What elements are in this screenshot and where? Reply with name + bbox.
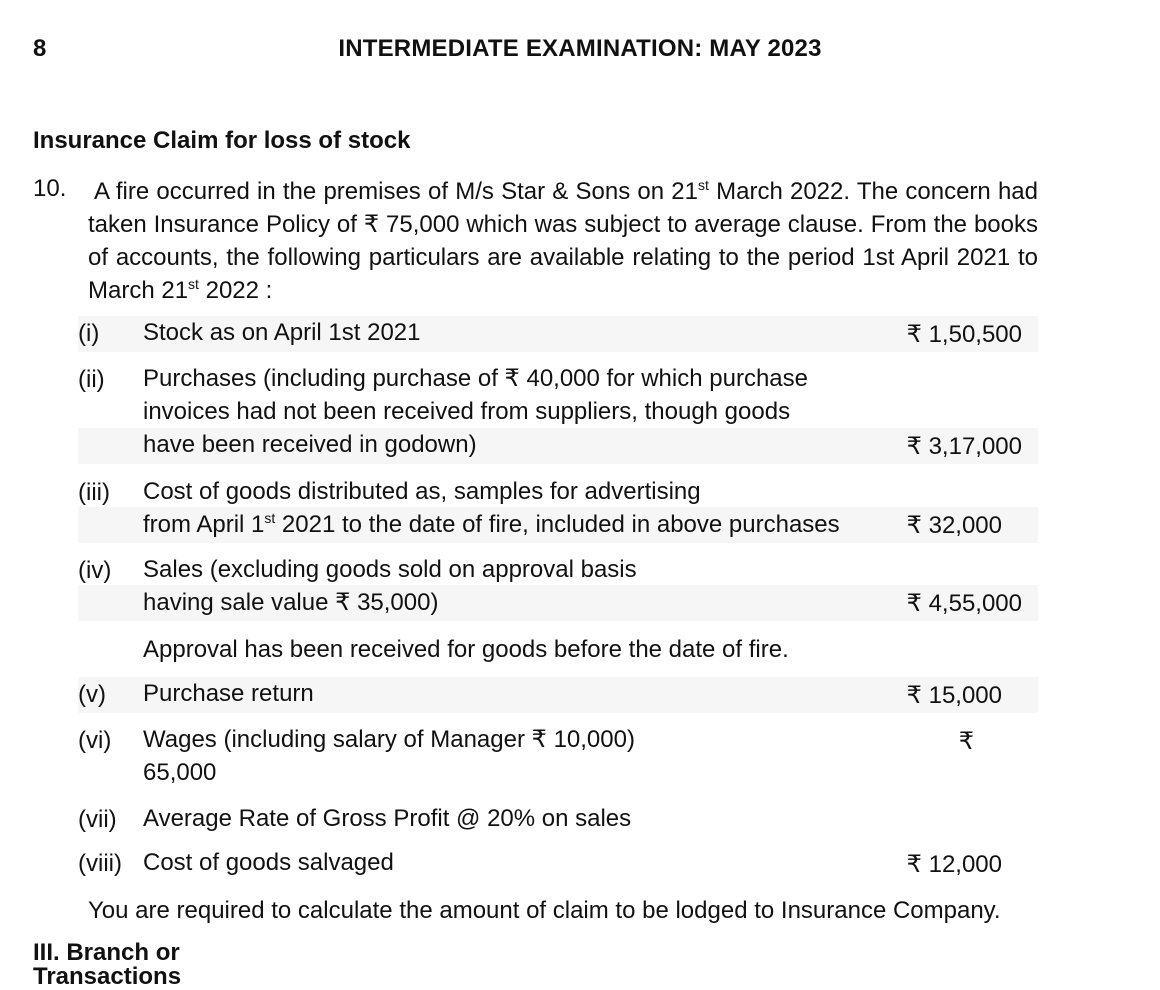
- item-text-ii-line3: have been received in godown): [143, 431, 477, 458]
- question-intro-sup2: st: [188, 276, 199, 292]
- item-label-vi: (vi): [78, 727, 112, 754]
- item-text-i: Stock as on April 1st 2021: [143, 319, 421, 346]
- closing-instruction: You are required to calculate the amount of claim to be lodged to Insurance Company.: [88, 897, 1001, 924]
- item-label-ii: (ii): [78, 366, 105, 393]
- item-text-ii: [143, 362, 808, 461]
- item-text-vi: [143, 723, 635, 789]
- question-intro-part1: A fire occurred in the premises of M/s Star & Sons on 21: [94, 178, 699, 205]
- item-amount-i: ₹ 1,50,500: [906, 321, 1022, 348]
- item-amount-viii: ₹ 12,000: [906, 851, 1002, 878]
- item-text-viii: Cost of goods salvaged: [143, 849, 394, 876]
- item-text-iii-sup: st: [264, 510, 276, 526]
- item-label-iv: (iv): [78, 557, 112, 584]
- item-text-iv-line1: Sales (excluding goods sold on approval basis: [143, 556, 637, 583]
- next-section-heading-text: III. Branch or Transactions: [33, 939, 182, 990]
- item-text-iii-line1: Cost of goods distributed as, samples for advertising: [143, 478, 701, 505]
- item-text-ii-line2: invoices had not been received from suppliers, though goods: [143, 398, 791, 425]
- item-amount-v: ₹ 15,000: [906, 682, 1002, 709]
- item-text-iii: [143, 475, 840, 541]
- item-text-iii-line2a: from April 1: [143, 511, 265, 538]
- item-text-v: Purchase return: [143, 680, 314, 707]
- item-text-ii-line1: Purchases (including purchase of ₹ 40,000 for which purchase: [143, 365, 808, 392]
- item-amount-iii: ₹ 32,000: [906, 512, 1002, 539]
- question-intro: [88, 175, 1038, 307]
- item-text-iv: [143, 553, 637, 619]
- item-text-iii-line2: [143, 508, 840, 541]
- question-intro-sup1: st: [698, 177, 709, 193]
- item-amount-ii: ₹ 3,17,000: [906, 433, 1022, 460]
- section-heading: Insurance Claim for loss of stock: [33, 127, 411, 154]
- item-amount-iv: ₹ 4,55,000: [906, 590, 1022, 617]
- item-amount-vi: ₹: [958, 728, 974, 755]
- item-text-vi-line1: Wages (including salary of Manager ₹ 10,000): [143, 726, 635, 753]
- next-section-heading-cut: [33, 939, 333, 990]
- item-text-vii: Average Rate of Gross Profit @ 20% on sales: [143, 805, 632, 832]
- question-intro-part2: March 2022. The concern had taken Insurance Policy of ₹ 75,000 which was subject to average clause. From the books of accounts, the following particulars are available relating to the period 1st April 2021 to March 21: [88, 178, 1038, 304]
- question-intro-part3: 2022 :: [198, 277, 273, 304]
- item-text-iv-line2: having sale value ₹ 35,000): [143, 589, 439, 616]
- item-text-iii-line2b: 2021 to the date of fire, included in above purchases: [275, 511, 840, 538]
- item-label-i: (i): [78, 320, 100, 347]
- page-header-title: INTERMEDIATE EXAMINATION: MAY 2023: [338, 35, 822, 62]
- item-label-vii: (vii): [78, 806, 117, 833]
- question-number: 10.: [33, 175, 67, 202]
- item-label-viii: (viii): [78, 850, 122, 877]
- item-label-v: (v): [78, 681, 106, 708]
- approval-note: Approval has been received for goods before the date of fire.: [143, 636, 789, 663]
- item-text-vi-line2: 65,000: [143, 759, 217, 786]
- page-number: 8: [33, 35, 47, 62]
- item-label-iii: (iii): [78, 479, 110, 506]
